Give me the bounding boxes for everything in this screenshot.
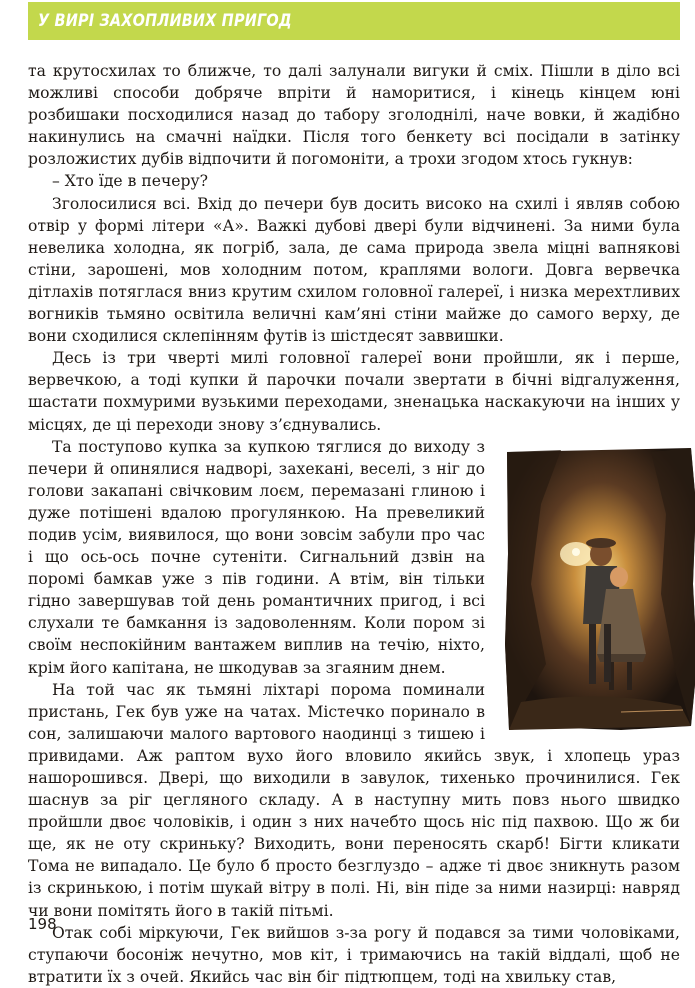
page-number: 198 bbox=[28, 915, 57, 933]
chapter-header-bar bbox=[28, 2, 680, 40]
paragraph: Та поступово купка за купкою тяглися до виходу з печери й опинялися надворі, захекані, веселі, з ніг до голови закапані свічковим лоєм, перемазані глиною і дуже потішені вдалою прогулянкою. На превеликий подив усім, виявилося, що вони зовсім забули про час і що ось-ось почне сутеніти. Сигнальний дзвін на поромі бамкав уже з пів години. А втім, він тільки гідно завершував той день романтичних пригод, і всі слухали те бамкання із задоволенням. Коли пором зі своїм неспокійним вантажем виплив на течію, ніхто, крім його капітана, не шкодував за згаяним днем. bbox=[28, 437, 485, 677]
chapter-title: У ВИРІ ЗАХОПЛИВИХ ПРИГОД bbox=[38, 11, 292, 31]
body-text bbox=[28, 60, 680, 988]
paragraph: Зголосилися всі. Вхід до печери був досить високо на схилі і являв собою отвір у формі літери «А». Важкі дубові двері були відчинені. За ними була невелика холодна, як погріб, зала, де сама природа звела міцні вапнякові стіни, зарошені, мов холодним потом, краплями вологи. Довга вервечка дітлахів потяглася вниз крутим схилом головної галереї, і низка мерехтливих вогників тьмяно освітила величні кам’яні стіни майже до самого верху, де вони сходилися склепінням футів із шістдесят заввишки. bbox=[28, 194, 680, 346]
paragraph: Отак собі міркуючи, Гек вийшов з-за рогу й подався за тими чоловіками, ступаючи босоніж нечутно, мов кіт, і тримаючись на такій віддалі, щоб не втратити їх з очей. Якийсь час він біг підтюпцем, тоді на хвильку став, bbox=[28, 923, 680, 986]
cave-illustration-drawing bbox=[501, 444, 695, 734]
paragraph: – Хто їде в печеру? bbox=[52, 172, 209, 191]
paragraph: Десь із три чверті милі головної галереї вони пройшли, як і перше, вервечкою, а тоді купки й парочки почали звертати в бічні відгалуження, шастати похмурими вузькими переходами, зненацька наскакуючи на інших у місцях, де ці переходи знову з’єднувались. bbox=[28, 349, 680, 434]
paragraph: та крутосхилах то ближче, то далі залунали вигуки й сміх. Пішли в діло всі можливі способи добряче впріти й наморитися, і кінець кінцем юні розбишаки посходилися назад до табору зголоднілі, наче вовки, й жадібно накинулись на смачні наїдки. Після того бенкету всі посідали в затінку розложистих дубів відпочити й погомоніти, а трохи згодом хтось гукнув: bbox=[28, 62, 680, 169]
cave-illustration bbox=[501, 444, 695, 734]
paragraph: На той час як тьмяні ліхтарі порома поминали пристань, Гек був уже на чатах. Містечко поринало в сон, залишаючи малого вартового наодинці з тишею і привидами. Аж раптом вухо його вловило якийсь звук, і хлопець ураз нашорошився. Двері, що виходили в завулок, тихенько прочинилися. Гек шаснув за ріг цегляного складу. А в наступну мить повз нього швидко пройшли двоє чоловіків, і один з них начебто щось ніс під пахвою. Що ж би ще, як не оту скриньку? Виходить, вони переносять скарб! Бігти кликати Тома не випадало. Це було б просто безглуздо – адже ті двоє зникнуть разом із скринькою, і потім шукай вітру в полі. Ні, він піде за ними назирці: навряд чи вони помітять його в такій пітьмі. bbox=[28, 680, 680, 920]
